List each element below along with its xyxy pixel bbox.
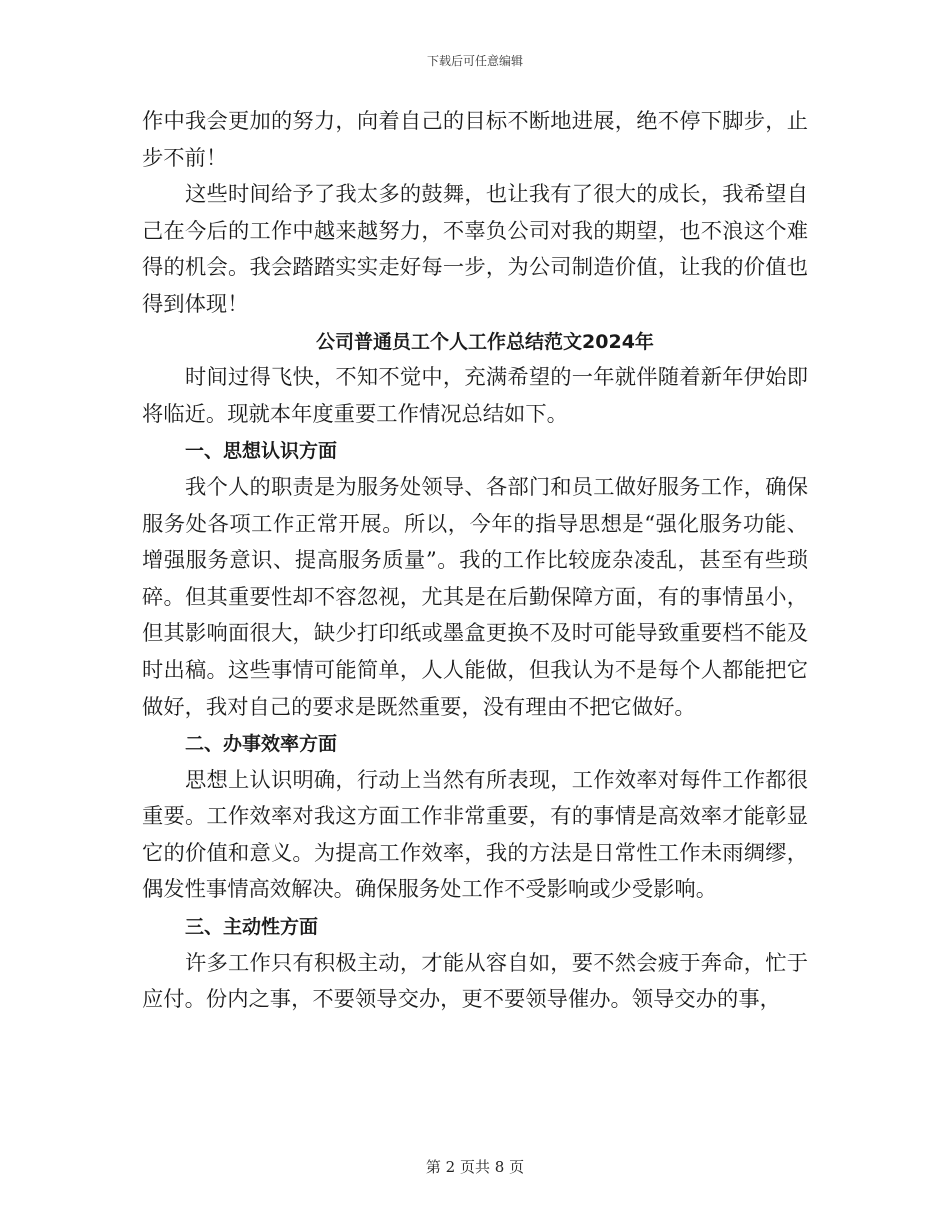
page-header: 下载后可任意编辑 bbox=[426, 54, 523, 68]
paragraph-intro: 时间过得飞快，不知不觉中，充满希望的一年就伴随着新年伊始即将临近。现就本年度重要工作情况总结如下。 bbox=[142, 365, 808, 427]
page-footer: 第 2 页共 8 页 bbox=[425, 1158, 525, 1176]
section-heading-2: 二、办事效率方面 bbox=[185, 733, 338, 756]
section-heading-3: 三、主动性方面 bbox=[185, 916, 319, 939]
document-body bbox=[142, 104, 808, 1019]
paragraph-section-3: 许多工作只有积极主动，才能从容自如，要不然会疲于奔命，忙于应付。份内之事，不要领导交办，更不要领导催办。领导交办的事， bbox=[142, 950, 808, 1013]
document-title: 公司普通员工个人工作总结范文2024年 bbox=[316, 330, 654, 353]
section-heading-1: 一、思想认识方面 bbox=[185, 440, 338, 463]
paragraph-section-2: 思想上认识明确，行动上当然有所表现，工作效率对每件工作都很重要。工作效率对我这方面工作非常重要，有的事情是高效率才能彰显它的价值和意义。为提高工作效率，我的方法是日常性工作未雨绸缪，偶发性事情高效解决。确保服务处工作不受影响或少受影响。 bbox=[142, 767, 808, 903]
paragraph-closing: 这些时间给予了我太多的鼓舞，也让我有了很大的成长，我希望自己在今后的工作中越来越努力，不辜负公司对我的期望，也不浪这个难得的机会。我会踏踏实实走好每一步，为公司制造价值，让我的价值也得到体现！ bbox=[142, 182, 808, 317]
paragraph-section-1: 我个人的职责是为服务处领导、各部门和员工做好服务工作，确保服务处各项工作正常开展。所以，今年的指导思想是“强化服务功能、增强服务意识、提高服务质量”。我的工作比较庞杂凌乱，甚至有些琐碎。但其重要性却不容忽视，尤其是在后勤保障方面，有的事情虽小，但其影响面很大，缺少打印纸或墨盒更换不及时可能导致重要档不能及时出稿。这些事情可能简单，人人能做，但我认为不是每个人都能把它做好，我对自己的要求是既然重要，没有理由不把它做好。 bbox=[142, 474, 808, 720]
paragraph-continuation: 作中我会更加的努力，向着自己的目标不断地进展，绝不停下脚步，止步不前！ bbox=[142, 109, 808, 171]
